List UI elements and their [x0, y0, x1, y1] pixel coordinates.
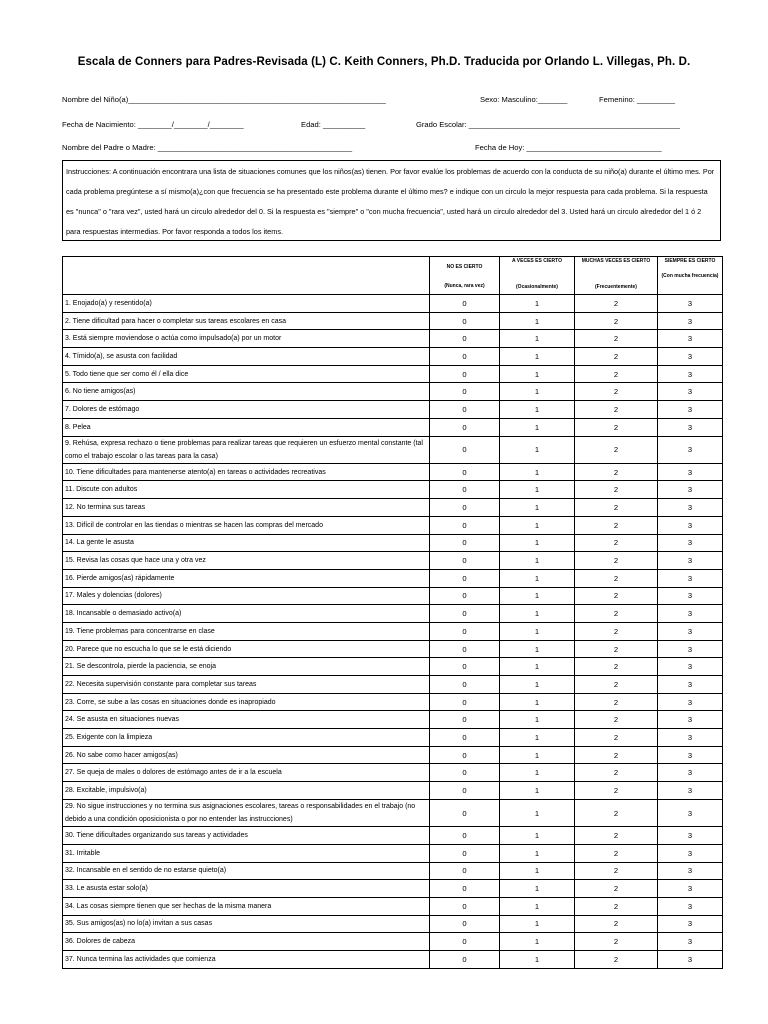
- score-option-0[interactable]: 0: [430, 312, 500, 330]
- score-option-0[interactable]: 0: [430, 622, 500, 640]
- score-option-1[interactable]: 1: [500, 365, 575, 383]
- item-text: 10. Tiene dificultades para mantenerse atento(a) en tareas o actividades recreativas: [63, 463, 430, 481]
- score-option-0[interactable]: 0: [430, 711, 500, 729]
- score-option-1[interactable]: 1: [500, 295, 575, 313]
- age-field[interactable]: Edad: __________: [301, 120, 366, 129]
- score-option-3[interactable]: 3: [658, 693, 723, 711]
- item-text: 27. Se queja de males o dolores de estómago antes de ir a la escuela: [63, 764, 430, 782]
- score-option-1[interactable]: 1: [500, 897, 575, 915]
- grade-field[interactable]: Grado Escolar: __________________________________________________: [416, 120, 680, 129]
- score-option-0[interactable]: 0: [430, 693, 500, 711]
- item-text: 35. Sus amigos(as) no lo(a) invitan a sus casas: [63, 915, 430, 933]
- table-row: [63, 915, 723, 933]
- score-option-1[interactable]: 1: [500, 312, 575, 330]
- item-text: 9. Rehúsa, expresa rechazo o tiene problemas para realizar tareas que requieren un esfuerzo mental constante (tal como el trabajo escolar o las tareas para la casa): [63, 436, 430, 463]
- column-header-title: A VECES ES CIERTO: [511, 258, 562, 264]
- score-option-2[interactable]: 2: [575, 729, 658, 747]
- score-option-3[interactable]: 3: [658, 516, 723, 534]
- item-text: 33. Le asusta estar solo(a): [63, 880, 430, 898]
- score-option-0[interactable]: 0: [430, 640, 500, 658]
- score-option-0[interactable]: 0: [430, 481, 500, 499]
- score-option-2[interactable]: 2: [575, 799, 658, 826]
- table-row: [63, 764, 723, 782]
- table-row: [63, 897, 723, 915]
- score-option-1[interactable]: 1: [500, 640, 575, 658]
- score-option-3[interactable]: 3: [658, 897, 723, 915]
- score-option-0[interactable]: 0: [430, 516, 500, 534]
- score-option-2[interactable]: 2: [575, 587, 658, 605]
- score-option-1[interactable]: 1: [500, 746, 575, 764]
- score-option-1[interactable]: 1: [500, 764, 575, 782]
- score-option-0[interactable]: 0: [430, 587, 500, 605]
- item-text: 34. Las cosas siempre tienen que ser hechas de la misma manera: [63, 897, 430, 915]
- score-option-3[interactable]: 3: [658, 658, 723, 676]
- item-text: 36. Dolores de cabeza: [63, 933, 430, 951]
- item-text: 6. No tiene amigos(as): [63, 383, 430, 401]
- item-text: 4. Tímido(a), se asusta con facilidad: [63, 348, 430, 366]
- column-header-title: MUCHAS VECES ES CIERTO: [581, 258, 651, 264]
- score-option-1[interactable]: 1: [500, 827, 575, 845]
- table-row: [63, 436, 723, 463]
- score-option-0[interactable]: 0: [430, 658, 500, 676]
- score-option-2[interactable]: 2: [575, 676, 658, 694]
- table-row: [63, 862, 723, 880]
- item-text: 18. Incansable o demasiado activo(a): [63, 605, 430, 623]
- score-option-3[interactable]: 3: [658, 862, 723, 880]
- score-option-1[interactable]: 1: [500, 330, 575, 348]
- table-row: [63, 693, 723, 711]
- item-text: 17. Males y dolencias (dolores): [63, 587, 430, 605]
- score-option-2[interactable]: 2: [575, 499, 658, 517]
- table-row: [63, 481, 723, 499]
- score-option-3[interactable]: 3: [658, 587, 723, 605]
- form-title: Escala de Conners para Padres-Revisada (L) C. Keith Conners, Ph.D. Traducida por Orlando L. Villegas, Ph. D.: [77, 56, 691, 68]
- table-row: [63, 499, 723, 517]
- score-option-3[interactable]: 3: [658, 312, 723, 330]
- score-option-1[interactable]: 1: [500, 693, 575, 711]
- item-text: 31. Irritable: [63, 844, 430, 862]
- sex-female-field[interactable]: Femenino: _________: [599, 95, 675, 104]
- score-option-3[interactable]: 3: [658, 764, 723, 782]
- score-option-2[interactable]: 2: [575, 436, 658, 463]
- score-option-2[interactable]: 2: [575, 711, 658, 729]
- score-option-0[interactable]: 0: [430, 764, 500, 782]
- score-option-3[interactable]: 3: [658, 933, 723, 951]
- instructions-box: Instrucciones: A continuación encontrara una lista de situaciones comunes que los niños(as) tienen. Por favor evalúe los problemas de acuerdo con la conducta de su niño(a) durante el último mes. Por cada problema pregúntese a sí mismo(a)¿con que frecuencia se ha presentado este problema durante el último mes? e indique con un circulo la mejor respuesta para cada problema. Si la respuesta es "nunca" o "rara vez", usted hará un circulo alrededor del 0. Si la respuesta es "siempre" o "con mucha frecuencia", usted hará un circulo alrededor del 3. Usted hará un circulo alrededor del 1 ó 2 para respuestas intermedias. Por favor responda a todos los items.: [62, 160, 721, 241]
- item-text: 32. Incansable en el sentido de no estarse quieto(a): [63, 862, 430, 880]
- table-row: [63, 587, 723, 605]
- item-text: 5. Todo tiene que ser como él / ella dice: [63, 365, 430, 383]
- item-text: 3. Está siempre moviendose o actúa como impulsado(a) por un motor: [63, 330, 430, 348]
- table-row: [63, 569, 723, 587]
- score-option-1[interactable]: 1: [500, 782, 575, 800]
- score-option-0[interactable]: 0: [430, 499, 500, 517]
- score-option-1[interactable]: 1: [500, 401, 575, 419]
- table-row: [63, 933, 723, 951]
- table-row: [63, 622, 723, 640]
- score-option-3[interactable]: 3: [658, 481, 723, 499]
- score-option-1[interactable]: 1: [500, 799, 575, 826]
- item-text: 14. La gente le asusta: [63, 534, 430, 552]
- score-option-2[interactable]: 2: [575, 693, 658, 711]
- item-text: 29. No sigue instrucciones y no termina sus asignaciones escolares, tareas o responsabilidades en el trabajo (no debido a una condición oposicionista o por no entender las instrucciones): [63, 799, 430, 826]
- score-option-0[interactable]: 0: [430, 401, 500, 419]
- score-option-2[interactable]: 2: [575, 844, 658, 862]
- item-text: 25. Exigente con la limpieza: [63, 729, 430, 747]
- score-option-1[interactable]: 1: [500, 436, 575, 463]
- score-option-1[interactable]: 1: [500, 711, 575, 729]
- score-option-1[interactable]: 1: [500, 418, 575, 436]
- score-option-2[interactable]: 2: [575, 880, 658, 898]
- score-option-3[interactable]: 3: [658, 569, 723, 587]
- table-row: [63, 676, 723, 694]
- parent-name-field[interactable]: Nombre del Padre o Madre: ______________________________________________: [62, 143, 353, 152]
- score-option-3[interactable]: 3: [658, 552, 723, 570]
- score-option-2[interactable]: 2: [575, 365, 658, 383]
- table-row: [63, 729, 723, 747]
- score-option-0[interactable]: 0: [430, 418, 500, 436]
- column-header-subtitle: (Con mucha frecuencia): [661, 273, 719, 279]
- score-option-1[interactable]: 1: [500, 658, 575, 676]
- table-row: [63, 711, 723, 729]
- score-option-3[interactable]: 3: [658, 463, 723, 481]
- score-option-1[interactable]: 1: [500, 622, 575, 640]
- score-option-0[interactable]: 0: [430, 295, 500, 313]
- score-option-0[interactable]: 0: [430, 569, 500, 587]
- item-text: 1. Enojado(a) y resentido(a): [63, 295, 430, 313]
- score-option-1[interactable]: 1: [500, 569, 575, 587]
- item-text: 8. Pelea: [63, 418, 430, 436]
- table-row: [63, 365, 723, 383]
- table-row: [63, 295, 723, 313]
- item-text: 11. Discute con adultos: [63, 481, 430, 499]
- score-option-3[interactable]: 3: [658, 622, 723, 640]
- sex-male-field[interactable]: Sexo: Masculino:_______: [480, 95, 568, 104]
- score-option-3[interactable]: 3: [658, 295, 723, 313]
- score-option-0[interactable]: 0: [430, 348, 500, 366]
- score-option-3[interactable]: 3: [658, 418, 723, 436]
- score-option-1[interactable]: 1: [500, 676, 575, 694]
- score-option-1[interactable]: 1: [500, 729, 575, 747]
- score-option-1[interactable]: 1: [500, 552, 575, 570]
- score-option-0[interactable]: 0: [430, 365, 500, 383]
- score-option-1[interactable]: 1: [500, 844, 575, 862]
- item-text: 23. Corre, se sube a las cosas en situaciones donde es inapropiado: [63, 693, 430, 711]
- column-header: [575, 257, 658, 295]
- table-row: [63, 844, 723, 862]
- score-option-0[interactable]: 0: [430, 862, 500, 880]
- score-option-2[interactable]: 2: [575, 640, 658, 658]
- score-option-2[interactable]: 2: [575, 401, 658, 419]
- score-option-3[interactable]: 3: [658, 676, 723, 694]
- score-option-1[interactable]: 1: [500, 348, 575, 366]
- score-option-2[interactable]: 2: [575, 295, 658, 313]
- score-option-2[interactable]: 2: [575, 658, 658, 676]
- column-header-subtitle: (Ocasionalmente): [516, 284, 558, 290]
- score-option-0[interactable]: 0: [430, 827, 500, 845]
- birth-date-field[interactable]: Fecha de Nacimiento: ________/________/________: [62, 120, 244, 129]
- score-option-3[interactable]: 3: [658, 640, 723, 658]
- score-option-2[interactable]: 2: [575, 330, 658, 348]
- child-name-field[interactable]: Nombre del Niño(a)_____________________________________________________________: [62, 95, 386, 104]
- item-text: 19. Tiene problemas para concentrarse en clase: [63, 622, 430, 640]
- score-option-2[interactable]: 2: [575, 605, 658, 623]
- score-option-3[interactable]: 3: [658, 605, 723, 623]
- score-option-0[interactable]: 0: [430, 933, 500, 951]
- item-text: 2. Tiene dificultad para hacer o completar sus tareas escolares en casa: [63, 312, 430, 330]
- item-text: 21. Se descontrola, pierde la paciencia, se enoja: [63, 658, 430, 676]
- score-option-2[interactable]: 2: [575, 933, 658, 951]
- score-option-2[interactable]: 2: [575, 569, 658, 587]
- score-option-2[interactable]: 2: [575, 862, 658, 880]
- score-option-1[interactable]: 1: [500, 933, 575, 951]
- score-option-0[interactable]: 0: [430, 605, 500, 623]
- score-option-1[interactable]: 1: [500, 950, 575, 968]
- table-row: [63, 312, 723, 330]
- score-option-3[interactable]: 3: [658, 799, 723, 826]
- table-row: [63, 418, 723, 436]
- score-option-2[interactable]: 2: [575, 622, 658, 640]
- score-option-3[interactable]: 3: [658, 711, 723, 729]
- score-option-0[interactable]: 0: [430, 534, 500, 552]
- table-row: [63, 640, 723, 658]
- item-text: 12. No termina sus tareas: [63, 499, 430, 517]
- table-row: [63, 330, 723, 348]
- header-row: [63, 257, 723, 295]
- score-option-2[interactable]: 2: [575, 782, 658, 800]
- column-header-subtitle: (Frecuentemente): [595, 284, 637, 290]
- score-option-1[interactable]: 1: [500, 587, 575, 605]
- table-row: [63, 383, 723, 401]
- item-text: 26. No sabe como hacer amigos(as): [63, 746, 430, 764]
- column-header: [430, 257, 500, 295]
- score-option-2[interactable]: 2: [575, 348, 658, 366]
- item-text: 37. Nunca termina las actividades que comienza: [63, 950, 430, 968]
- score-option-2[interactable]: 2: [575, 534, 658, 552]
- today-date-field[interactable]: Fecha de Hoy: ________________________________: [475, 143, 662, 152]
- table-row: [63, 348, 723, 366]
- score-option-0[interactable]: 0: [430, 383, 500, 401]
- column-header-title: SIEMPRE ES CIERTO: [664, 258, 716, 264]
- score-option-1[interactable]: 1: [500, 605, 575, 623]
- score-option-1[interactable]: 1: [500, 499, 575, 517]
- score-option-2[interactable]: 2: [575, 383, 658, 401]
- score-option-0[interactable]: 0: [430, 897, 500, 915]
- score-option-1[interactable]: 1: [500, 915, 575, 933]
- score-option-0[interactable]: 0: [430, 552, 500, 570]
- score-option-2[interactable]: 2: [575, 516, 658, 534]
- score-option-2[interactable]: 2: [575, 481, 658, 499]
- score-option-1[interactable]: 1: [500, 862, 575, 880]
- score-option-0[interactable]: 0: [430, 915, 500, 933]
- score-option-3[interactable]: 3: [658, 499, 723, 517]
- table-row: [63, 658, 723, 676]
- item-text: 24. Se asusta en situaciones nuevas: [63, 711, 430, 729]
- score-option-3[interactable]: 3: [658, 365, 723, 383]
- table-row: [63, 516, 723, 534]
- score-option-0[interactable]: 0: [430, 676, 500, 694]
- score-option-3[interactable]: 3: [658, 880, 723, 898]
- column-header-title: NO ES CIERTO: [446, 264, 483, 270]
- score-option-2[interactable]: 2: [575, 418, 658, 436]
- score-option-0[interactable]: 0: [430, 330, 500, 348]
- table-row: [63, 463, 723, 481]
- table-row: [63, 827, 723, 845]
- column-header: [500, 257, 575, 295]
- score-option-0[interactable]: 0: [430, 463, 500, 481]
- score-option-1[interactable]: 1: [500, 534, 575, 552]
- item-text: 28. Excitable, impulsivo(a): [63, 782, 430, 800]
- score-option-1[interactable]: 1: [500, 383, 575, 401]
- table-row: [63, 746, 723, 764]
- item-text: 15. Revisa las cosas que hace una y otra vez: [63, 552, 430, 570]
- score-option-1[interactable]: 1: [500, 463, 575, 481]
- header-blank-cell: [63, 257, 430, 295]
- score-option-0[interactable]: 0: [430, 799, 500, 826]
- score-option-2[interactable]: 2: [575, 552, 658, 570]
- score-option-2[interactable]: 2: [575, 950, 658, 968]
- score-option-3[interactable]: 3: [658, 782, 723, 800]
- item-text: 22. Necesita supervisión constante para completar sus tareas: [63, 676, 430, 694]
- score-option-3[interactable]: 3: [658, 401, 723, 419]
- score-option-3[interactable]: 3: [658, 348, 723, 366]
- table-row: [63, 799, 723, 826]
- score-option-3[interactable]: 3: [658, 534, 723, 552]
- item-text: 16. Pierde amigos(as) rápidamente: [63, 569, 430, 587]
- score-option-3[interactable]: 3: [658, 950, 723, 968]
- score-option-1[interactable]: 1: [500, 880, 575, 898]
- item-text: 7. Dolores de estómago: [63, 401, 430, 419]
- score-option-3[interactable]: 3: [658, 436, 723, 463]
- score-option-0[interactable]: 0: [430, 729, 500, 747]
- column-header: [658, 257, 723, 295]
- rating-table: [62, 256, 723, 969]
- score-option-2[interactable]: 2: [575, 312, 658, 330]
- table-row: [63, 534, 723, 552]
- score-option-3[interactable]: 3: [658, 746, 723, 764]
- item-text: 30. Tiene dificultades organizando sus tareas y actividades: [63, 827, 430, 845]
- score-option-0[interactable]: 0: [430, 880, 500, 898]
- column-header-subtitle: (Nunca, rara vez): [444, 283, 485, 289]
- score-option-0[interactable]: 0: [430, 746, 500, 764]
- score-option-2[interactable]: 2: [575, 764, 658, 782]
- table-row: [63, 401, 723, 419]
- table-row: [63, 552, 723, 570]
- table-row: [63, 605, 723, 623]
- score-option-2[interactable]: 2: [575, 463, 658, 481]
- score-option-3[interactable]: 3: [658, 383, 723, 401]
- score-option-2[interactable]: 2: [575, 915, 658, 933]
- score-option-3[interactable]: 3: [658, 827, 723, 845]
- score-option-1[interactable]: 1: [500, 516, 575, 534]
- score-option-0[interactable]: 0: [430, 436, 500, 463]
- score-option-3[interactable]: 3: [658, 729, 723, 747]
- item-text: 20. Parece que no escucha lo que se le está diciendo: [63, 640, 430, 658]
- score-option-0[interactable]: 0: [430, 950, 500, 968]
- item-text: 13. Difícil de controlar en las tiendas o mientras se hacen las compras del mercado: [63, 516, 430, 534]
- score-option-3[interactable]: 3: [658, 844, 723, 862]
- score-option-3[interactable]: 3: [658, 915, 723, 933]
- table-row: [63, 782, 723, 800]
- score-option-0[interactable]: 0: [430, 844, 500, 862]
- table-row: [63, 950, 723, 968]
- score-option-2[interactable]: 2: [575, 746, 658, 764]
- score-option-1[interactable]: 1: [500, 481, 575, 499]
- score-option-3[interactable]: 3: [658, 330, 723, 348]
- score-option-2[interactable]: 2: [575, 897, 658, 915]
- score-option-0[interactable]: 0: [430, 782, 500, 800]
- table-row: [63, 880, 723, 898]
- score-option-2[interactable]: 2: [575, 827, 658, 845]
